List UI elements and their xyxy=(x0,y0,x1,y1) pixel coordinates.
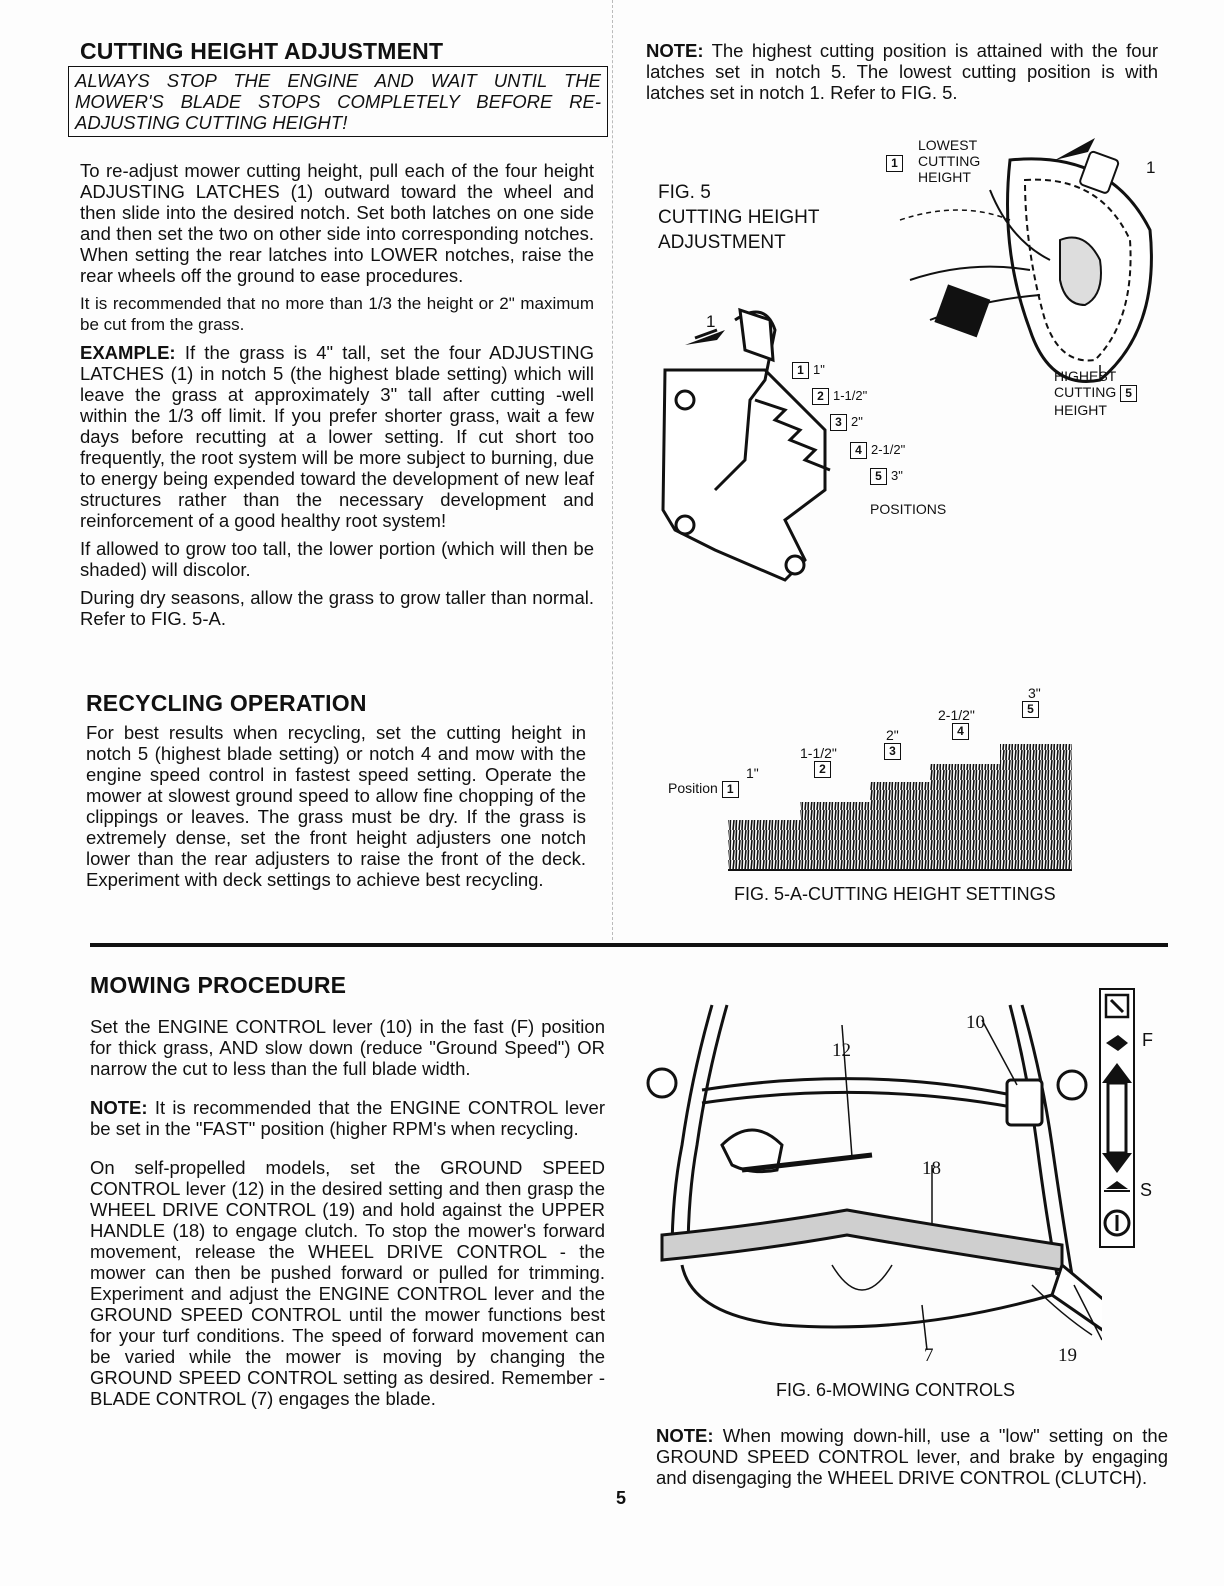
note-downhill xyxy=(656,1425,1168,1488)
note-highest-position xyxy=(646,40,1158,103)
position-box: 4 xyxy=(850,442,867,459)
throttle-decal xyxy=(1096,985,1140,1250)
position-1-row xyxy=(792,362,825,379)
paragraph-dry-seasons: During dry seasons, allow the grass to grow taller than normal. Refer to FIG. 5-A. xyxy=(80,587,594,629)
position-value: 1" xyxy=(813,362,825,377)
position-box: 2 xyxy=(812,388,829,405)
lowest-l3: HEIGHT xyxy=(918,169,971,185)
fig5-line2: CUTTING HEIGHT xyxy=(658,207,820,228)
example-label: EXAMPLE: xyxy=(80,342,176,363)
highest-cutting-label xyxy=(1054,368,1141,418)
cutting-height-title: CUTTING HEIGHT ADJUSTMENT xyxy=(80,38,444,64)
paragraph-example xyxy=(80,342,594,531)
recycling-title: RECYCLING OPERATION xyxy=(86,690,367,716)
note-fast-text: It is recommended that the ENGINE CONTROL lever be set in the "FAST" position (higher RPM's when recycling. xyxy=(90,1097,605,1139)
wheel-illustration xyxy=(860,130,1160,390)
position-3-row xyxy=(830,414,863,431)
fig5a-caption: FIG. 5-A-CUTTING HEIGHT SETTINGS xyxy=(734,884,1056,904)
paragraph-self-propelled: On self-propelled models, set the GROUND SPEED CONTROL lever (12) in the desired setting and then grasp the WHEEL DRIVE CONTROL (19) and hold against the UPPER HANDLE (18) to engage clutch. To stop the mower's forward movement, release the WHEEL DRIVE CONTROL - the mower can then be pushed forward or pulled for trimming. Experiment and adjust the ENGINE CONTROL lever and the GROUND SPEED CONTROL until the mower functions best for your turf conditions. The speed of forward movement can be varied while the mower is moving by changing the GROUND SPEED CONTROL setting as desired. Remember - BLADE CONTROL (7) engages the blade. xyxy=(90,1157,605,1409)
fig5-line3: ADJUSTMENT xyxy=(658,232,786,253)
fast-label: F xyxy=(1142,1030,1153,1050)
example-text: If the grass is 4" tall, set the four ADJUSTING LATCHES (1) in notch 5 (the highest blade setting) which will leave the grass at approximately 3" tall after cutting -well within the 1/3 off limit. If you prefer shorter grass, wait a few days before recutting at a lower setting. If cut short too frequently, the root system will be more subject to burning, due to energy being expended toward the development of new leaf structures rather than the necessary development and reinforcement of a good healthy root system! xyxy=(80,342,595,531)
lowest-l1: LOWEST xyxy=(918,137,978,153)
callout-1-latch: 1 xyxy=(706,312,716,331)
position-label: Position xyxy=(668,780,718,797)
grass-5-label xyxy=(1022,686,1043,718)
recycling-body: For best results when recycling, set the cutting height in notch 5 (highest blade setting) or notch 4 and mow with the engine speed control in fastest speed setting. Operate the mower at slowest ground speed to allow fine chopping of the clippings or leaves. The grass must be dry. If the grass is extremely dense, set the front height adjusters one notch lower than the rear adjusters to raise the front of the deck. Experiment with deck settings to achieve best recycling. xyxy=(86,722,586,890)
grass-box: 4 xyxy=(952,723,969,740)
section-divider xyxy=(90,943,1168,947)
grass-box: 2 xyxy=(814,761,831,778)
grass-value: 2" xyxy=(886,727,899,743)
paragraph-latches: To re-adjust mower cutting height, pull each of the four height ADJUSTING LATCHES (1) outward toward the wheel and then slide into the desired notch. Set both latches on one side and then set the two on other side into corresponding notches. When setting the rear latches into LOWER notches, raise the rear wheels off the ground to ease procedures. xyxy=(80,160,594,286)
note-label: NOTE: xyxy=(656,1425,714,1446)
callout-12: 12 xyxy=(832,1040,851,1061)
grass-value: 1-1/2" xyxy=(800,745,837,761)
slow-label: S xyxy=(1140,1180,1153,1200)
callout-7: 7 xyxy=(924,1345,934,1366)
note-label: NOTE: xyxy=(90,1097,148,1118)
warning-box: ALWAYS STOP THE ENGINE AND WAIT UNTIL THE MOWER'S BLADE STOPS COMPLETELY BEFORE RE-ADJUSTING CUTTING HEIGHT! xyxy=(68,66,608,137)
position-4-row xyxy=(850,442,905,459)
grass-box: 5 xyxy=(1022,701,1039,718)
lowest-l2: CUTTING xyxy=(918,153,981,169)
page-number: 5 xyxy=(616,1488,627,1508)
position-value: 2-1/2" xyxy=(871,442,906,457)
callout-18: 18 xyxy=(922,1158,941,1179)
cutting-height-body xyxy=(80,160,594,636)
grass-box: 3 xyxy=(884,743,901,760)
fig5-line1: FIG. 5 xyxy=(658,182,711,203)
position-box: 1 xyxy=(792,362,809,379)
position-box: 3 xyxy=(830,414,847,431)
positions-label: POSITIONS xyxy=(870,501,947,517)
paragraph-engine-control: Set the ENGINE CONTROL lever (10) in the fast (F) position for thick grass, AND slow down (reduce "Ground Speed") OR narrow the cut to less than the full blade width. xyxy=(90,1016,605,1079)
highest-l2: CUTTING xyxy=(1054,384,1117,400)
callout-19: 19 xyxy=(1058,1345,1077,1366)
paragraph-too-tall: If allowed to grow too tall, the lower portion (which will then be shaded) will discolor. xyxy=(80,538,594,580)
mowing-procedure-title: MOWING PROCEDURE xyxy=(90,972,347,998)
position-value: 2" xyxy=(851,414,863,429)
highest-l1: HIGHEST xyxy=(1054,368,1117,384)
latch-bracket-illustration xyxy=(655,290,875,590)
grass-value: 1" xyxy=(746,765,759,781)
lowest-box: 1 xyxy=(886,155,903,172)
grass-box: 1 xyxy=(722,781,739,798)
fig6-caption: FIG. 6-MOWING CONTROLS xyxy=(776,1380,1016,1400)
position-value: 3" xyxy=(891,468,903,483)
grass-value: 2-1/2" xyxy=(938,707,975,723)
position-5-row xyxy=(870,468,903,485)
mowing-body xyxy=(90,1016,605,1416)
highest-box: 5 xyxy=(1120,385,1137,402)
note-label: NOTE: xyxy=(646,40,704,61)
highest-l3: HEIGHT xyxy=(1054,401,1107,418)
mowing-controls-illustration xyxy=(632,995,1102,1355)
position-value: 1-1/2" xyxy=(833,388,868,403)
fig5-title xyxy=(658,180,820,255)
position-2-row xyxy=(812,388,867,405)
callout-10: 10 xyxy=(966,1012,985,1033)
paragraph-note-fast xyxy=(90,1097,605,1139)
note-downhill-text: When mowing down-hill, use a "low" setting on the GROUND SPEED CONTROL lever, and brake by engaging and disengaging the WHEEL DRIVE CONTROL (CLUTCH). xyxy=(656,1425,1168,1488)
highest-l2-row xyxy=(1054,384,1141,402)
position-box: 5 xyxy=(870,468,887,485)
note-highest-text: The highest cutting position is attained with the four latches set in notch 5. The lowest cutting position is with latches set in notch 1. Refer to FIG. 5. xyxy=(646,40,1158,103)
paragraph-recommend: It is recommended that no more than 1/3 the height or 2" maximum be cut from the grass. xyxy=(80,294,594,334)
callout-1-wheel: 1 xyxy=(1146,158,1156,177)
grass-value: 3" xyxy=(1028,685,1041,701)
grass-settings-illustration xyxy=(720,720,1080,875)
column-separator xyxy=(612,0,613,940)
